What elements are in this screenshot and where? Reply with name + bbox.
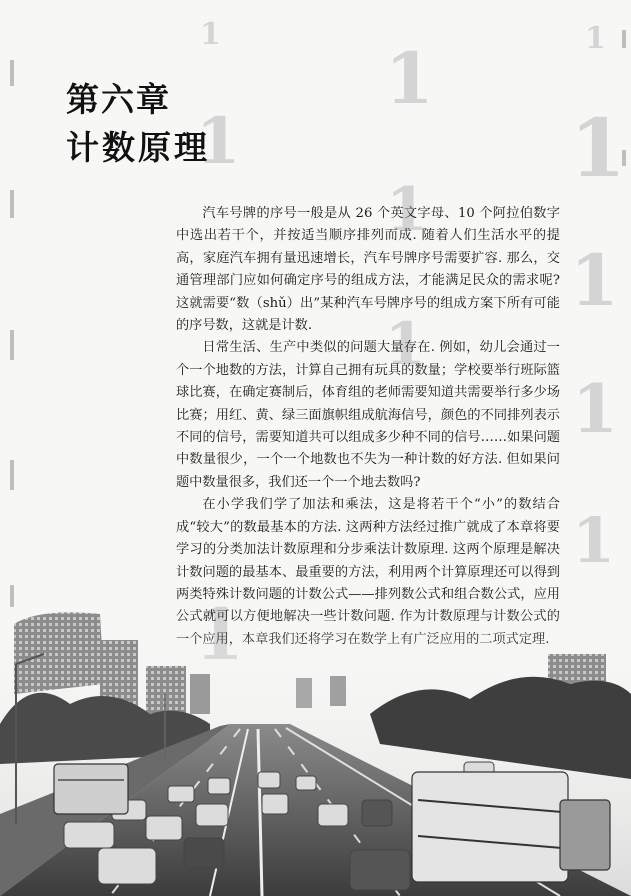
decorative-one-glyph: 1 — [385, 310, 426, 378]
scan-edge-mark — [10, 330, 14, 360]
decorative-one-glyph: 1 — [572, 370, 618, 448]
chapter-title: 计数原理 — [66, 128, 210, 167]
decorative-one-glyph: 1 — [570, 101, 626, 195]
intro-paragraph: 日常生活、生产中类似的问题大量存在. 例如，幼儿会通过一个一个地数的方法，计算自己拥有玩具的数量；学校要举行班际篮球比赛，在确定赛制后，体育组的老师需要知道共需要举行多少场比赛；用红、黄、绿三面旗帜组成航海信号，颜色的不同排列表示不同的信号，需要知道共可以组成多少种不同的信号……如果问题中数量很少，一个一个地数也不失为一种计数的好方法. 但如果问题中数量很多，我们还一个一个地去数吗? — [176, 340, 560, 490]
decorative-one-glyph: 1 — [196, 104, 241, 179]
scan-edge-mark — [10, 60, 14, 86]
intro-paragraph: 在小学我们学了加法和乘法，这是将若干个“小”的数结合成“较大”的数最基本的方法. 这两种方法经过推广就成了本章将要学习的分类加法计数原理和分步乘法计数原理. 这两个原理是解决计数问题的最基本、最重要的方法，利用两个计算原理还可以得到两类特殊计数问题的计数公式——排列数公式和组合数公式，应用 — [176, 497, 560, 602]
decorative-one-glyph: 1 — [200, 17, 221, 52]
scan-edge-mark — [10, 190, 14, 218]
chapter-number: 第六章 — [66, 80, 171, 119]
decorative-one-glyph: 1 — [570, 239, 619, 322]
intro-paragraph: 汽车号牌的序号一般是从 26 个英文字母、10 个阿拉伯数字中选出若干个，并按适当顺序排列而成. 随着人们生活水平的提高，家庭汽车拥有量迅速增长，汽车号牌序号需要扩容. 那么，交通管理部门应如何确定序号的组成方法，才能满足民众的需求呢? 这就需要“数（shǔ）出”某种汽车号牌序号的组成方案下所有可能的序号数，这就是计数. — [176, 206, 560, 334]
decorative-one-glyph: 1 — [572, 504, 616, 577]
city-traffic-illustration — [0, 604, 631, 896]
scan-edge-mark — [622, 30, 626, 48]
decorative-one-glyph: 1 — [386, 175, 428, 245]
scan-edge-mark — [10, 460, 14, 490]
decorative-one-glyph: 1 — [585, 21, 606, 56]
chapter-introduction — [176, 203, 560, 651]
decorative-one-glyph: 1 — [385, 37, 434, 120]
